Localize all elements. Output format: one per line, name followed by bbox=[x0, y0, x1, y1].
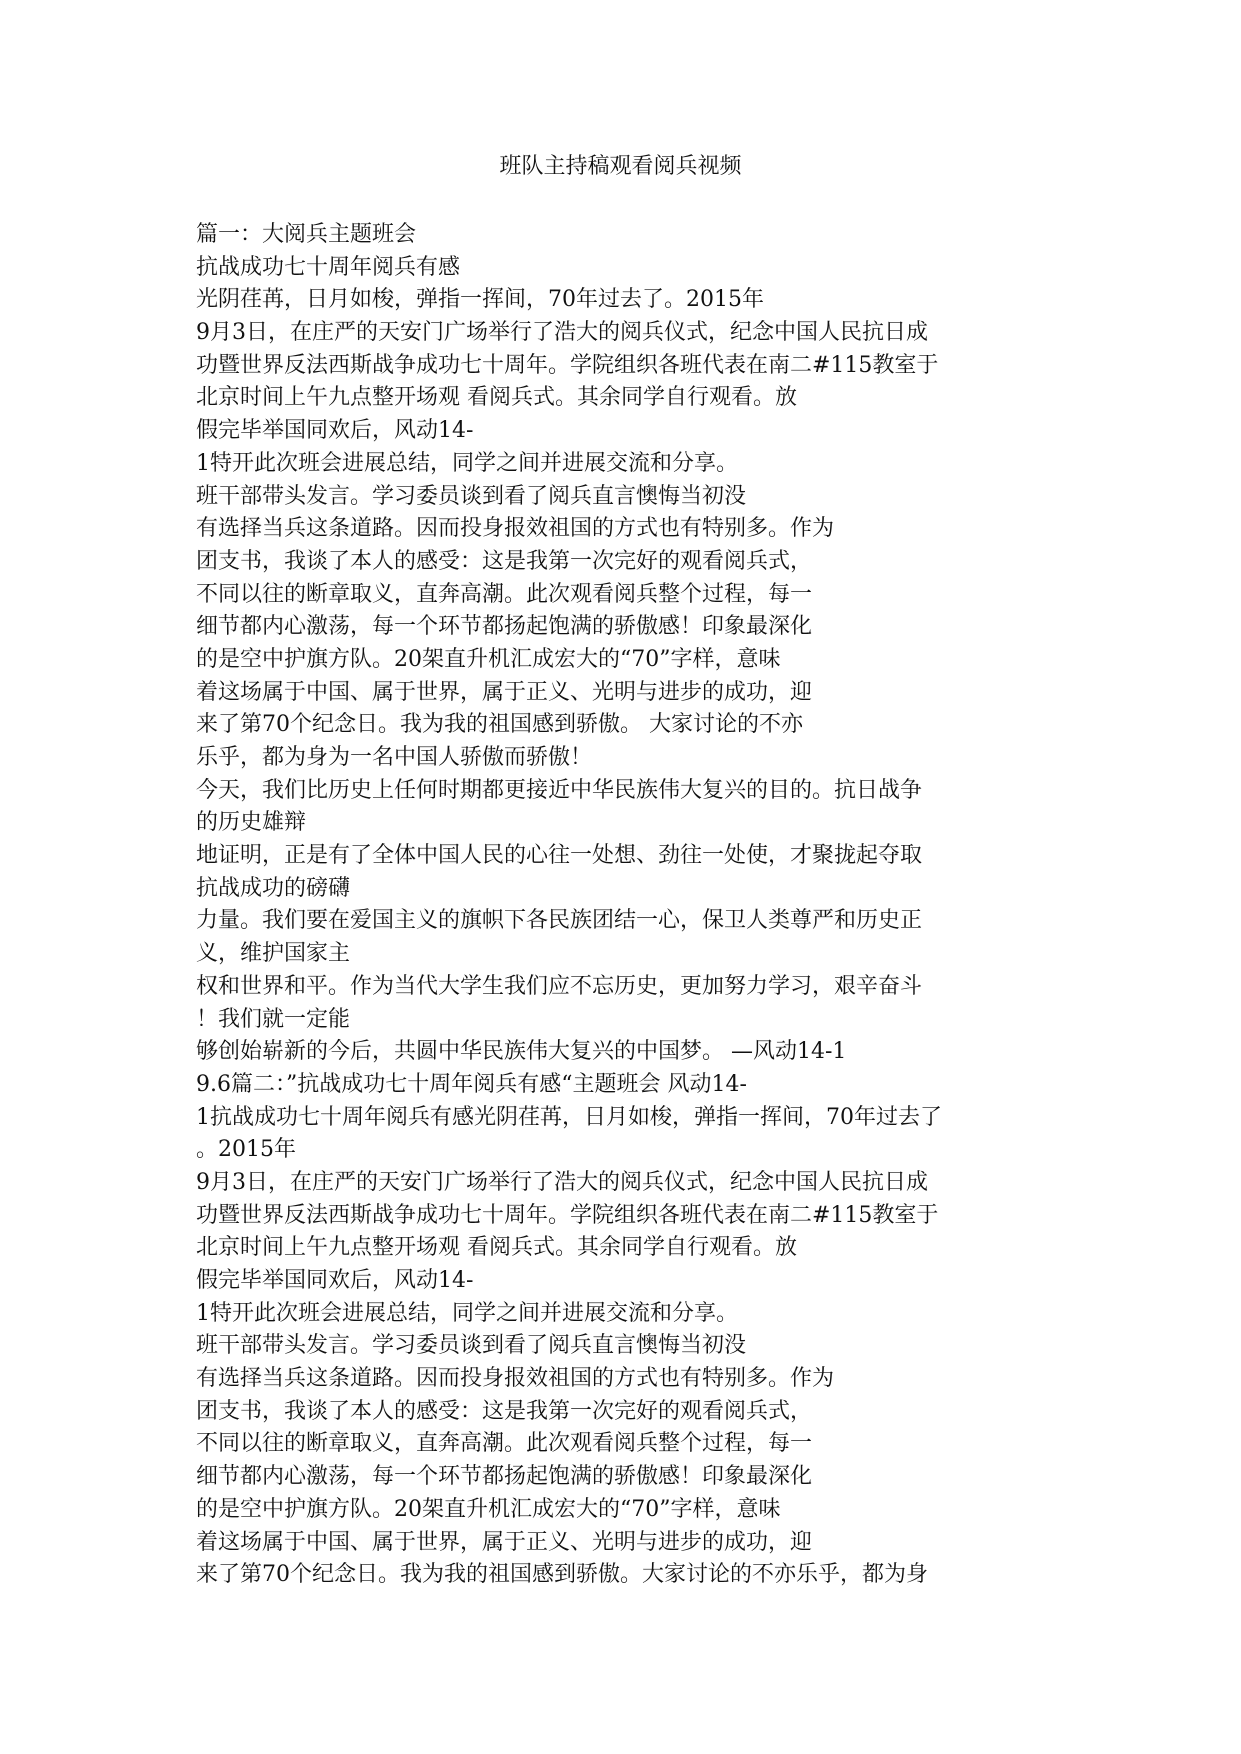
text-line: ！我们就一定能 bbox=[196, 1006, 351, 1032]
text-line: 来了第70个纪念日。我为我的祖国感到骄傲。大家讨论的不亦乐乎，都为身 bbox=[196, 1562, 928, 1588]
text-line: 着这场属于中国、属于世界，属于正义、光明与进步的成功，迎 bbox=[196, 679, 813, 705]
text-line: 假完毕举国同欢后，风动14- bbox=[196, 418, 474, 444]
text-line: 北京时间上午九点整开场观 看阅兵式。其余同学自行观看。放 bbox=[196, 1235, 797, 1261]
text-line: 的是空中护旗方队。20架直升机汇成宏大的“70”字样，意味 bbox=[196, 1496, 781, 1522]
text-line: 的是空中护旗方队。20架直升机汇成宏大的“70”字样，意味 bbox=[196, 646, 781, 672]
text-line: 力量。我们要在爱国主义的旗帜下各民族团结一心，保卫人类尊严和历史正 bbox=[196, 908, 923, 934]
text-line: 1抗战成功七十周年阅兵有感光阴荏苒，日月如梭，弹指一挥间，70年过去了 bbox=[196, 1104, 942, 1130]
text-line: 团支书，我谈了本人的感受：这是我第一次完好的观看阅兵式， bbox=[196, 1398, 813, 1424]
text-line: 不同以往的断章取义，直奔高潮。此次观看阅兵整个过程，每一 bbox=[196, 1431, 813, 1457]
text-line: 来了第70个纪念日。我为我的祖国感到骄傲。 大家讨论的不亦 bbox=[196, 712, 803, 738]
text-line: 9月3日，在庄严的天安门广场举行了浩大的阅兵仪式，纪念中国人民抗日成 bbox=[196, 1169, 928, 1195]
text-line: 1特开此次班会进展总结，同学之间并进展交流和分享。 bbox=[196, 1300, 738, 1326]
text-line: 细节都内心激荡，每一个环节都扬起饱满的骄傲感！印象最深化 bbox=[196, 1464, 813, 1490]
text-line: 功暨世界反法西斯战争成功七十周年。学院组织各班代表在南二#115教室于 bbox=[196, 352, 939, 378]
text-line: 光阴荏苒，日月如梭，弹指一挥间，70年过去了。2015年 bbox=[196, 287, 764, 313]
text-line: 够创始崭新的今后，共圆中华民族伟大复兴的中国梦。 —风动14-1 bbox=[196, 1039, 847, 1065]
text-line: 乐乎，都为身为一名中国人骄傲而骄傲！ bbox=[196, 745, 593, 770]
text-line: 班干部带头发言。学习委员谈到看了阅兵直言懊悔当初没 bbox=[196, 1333, 747, 1359]
text-line: 抗战成功七十周年阅兵有感 bbox=[196, 254, 461, 280]
text-line: 班干部带头发言。学习委员谈到看了阅兵直言懊悔当初没 bbox=[196, 483, 747, 509]
text-line: 。2015年 bbox=[196, 1137, 296, 1163]
text-line: 的历史雄辩 bbox=[196, 810, 307, 836]
text-line: 9.6篇二：”抗战成功七十周年阅兵有感“主题班会 风动14- bbox=[196, 1071, 747, 1097]
text-line: 北京时间上午九点整开场观 看阅兵式。其余同学自行观看。放 bbox=[196, 385, 797, 411]
text-line: 假完毕举国同欢后，风动14- bbox=[196, 1268, 474, 1293]
text-line: 功暨世界反法西斯战争成功七十周年。学院组织各班代表在南二#115教室于 bbox=[196, 1202, 939, 1228]
document-body bbox=[196, 219, 1036, 1592]
text-line: 有选择当兵这条道路。因而投身报效祖国的方式也有特别多。作为 bbox=[196, 1366, 835, 1392]
text-line: 团支书，我谈了本人的感受：这是我第一次完好的观看阅兵式， bbox=[196, 548, 813, 574]
text-line: 9月3日，在庄严的天安门广场举行了浩大的阅兵仪式，纪念中国人民抗日成 bbox=[196, 320, 928, 346]
text-line: 篇一：大阅兵主题班会 bbox=[196, 222, 417, 247]
text-line: 不同以往的断章取义，直奔高潮。此次观看阅兵整个过程，每一 bbox=[196, 581, 813, 607]
text-line: 地证明，正是有了全体中国人民的心往一处想、劲往一处使，才聚拢起夺取 bbox=[196, 843, 923, 869]
text-line: 细节都内心激荡，每一个环节都扬起饱满的骄傲感！印象最深化 bbox=[196, 614, 813, 640]
text-line: 权和世界和平。作为当代大学生我们应不忘历史，更加努力学习，艰辛奋斗 bbox=[196, 973, 923, 999]
text-line: 有选择当兵这条道路。因而投身报效祖国的方式也有特别多。作为 bbox=[196, 516, 835, 542]
text-line: 抗战成功的磅礴 bbox=[196, 875, 351, 901]
text-line: 1特开此次班会进展总结，同学之间并进展交流和分享。 bbox=[196, 450, 738, 476]
text-line: 着这场属于中国、属于世界，属于正义、光明与进步的成功，迎 bbox=[196, 1529, 813, 1555]
text-line: 义，维护国家主 bbox=[196, 941, 351, 967]
text-line: 今天，我们比历史上任何时期都更接近中华民族伟大复兴的目的。抗日战争 bbox=[196, 777, 923, 803]
document-title: 班队主持稿观看阅兵视频 bbox=[499, 154, 742, 179]
